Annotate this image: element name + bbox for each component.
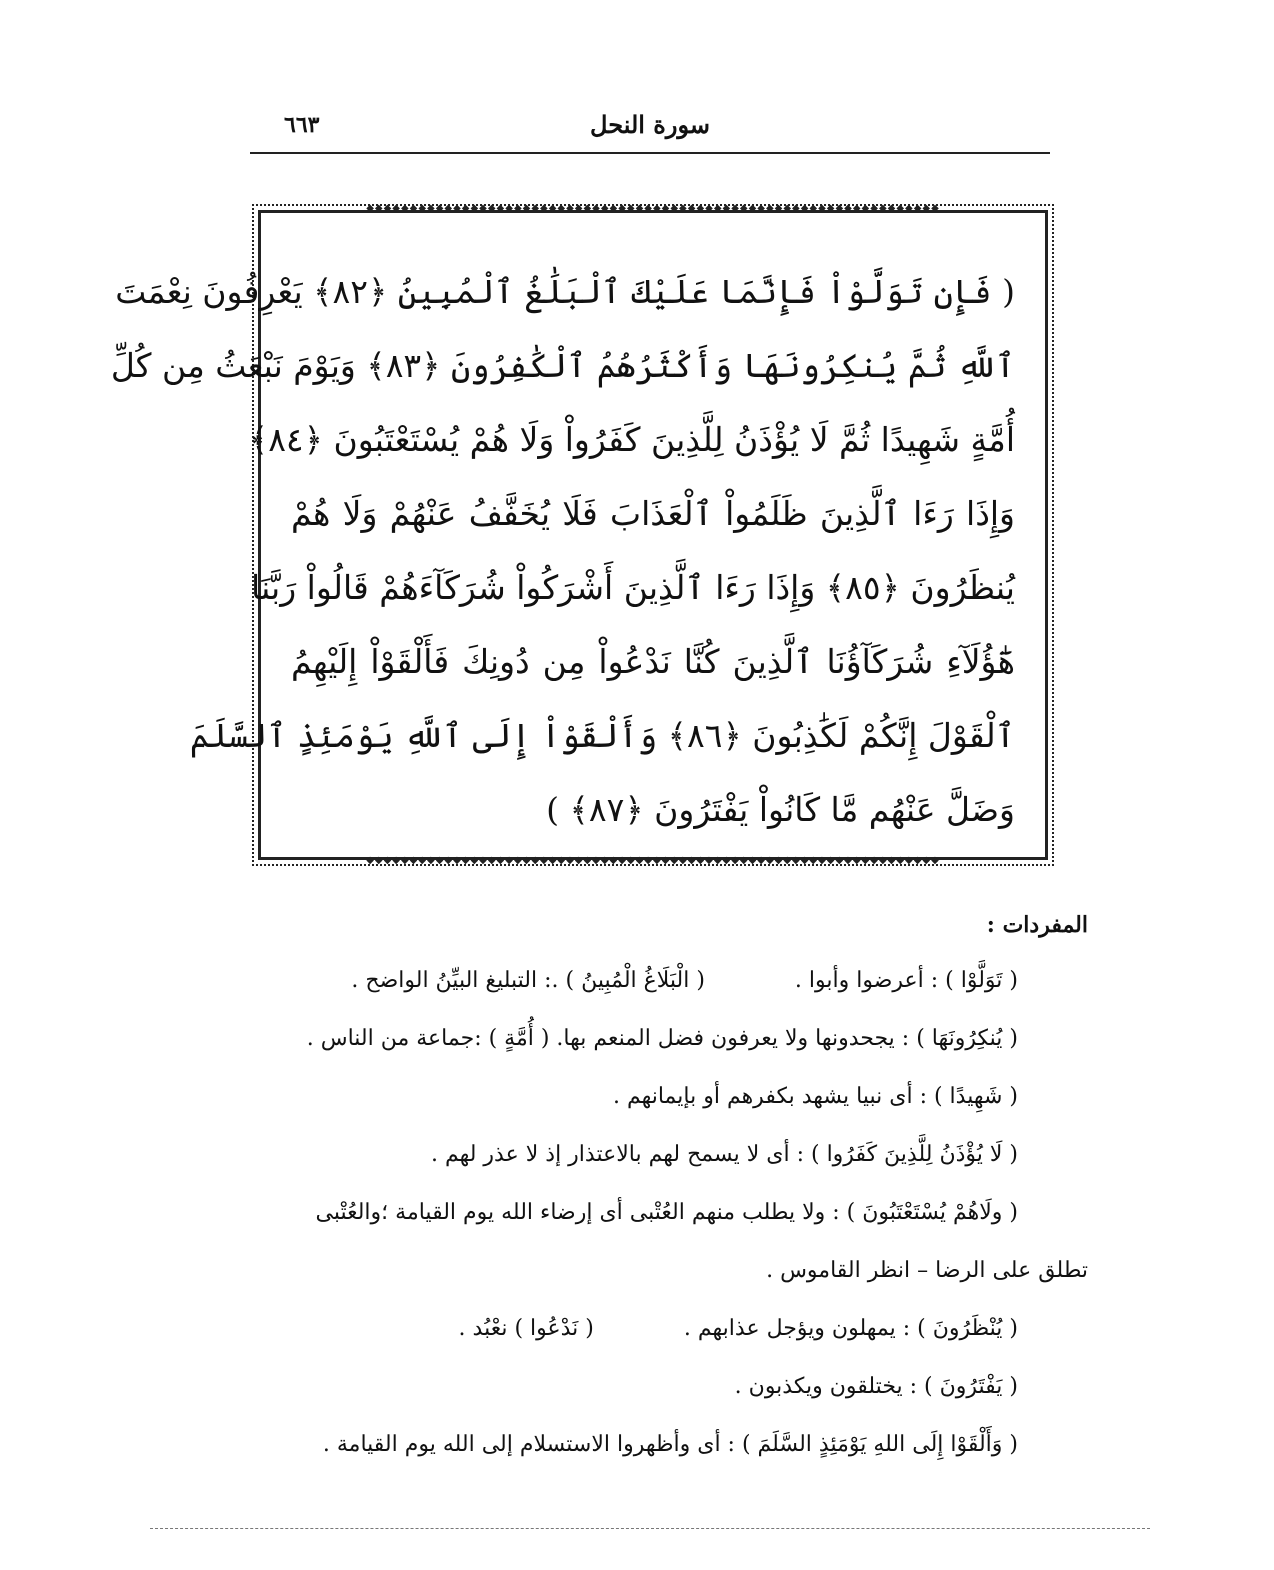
verse-line: يُنظَرُونَ ﴿٨٥﴾ وَإِذَا رَءَا ٱلَّذِينَ أَشْرَكُواْ شُرَكَآءَهُمْ قَالُواْ رَبَّنَا (251, 568, 1015, 607)
glossary-entry-text: ( نَدْعُوا ) نعْبُد . (458, 1316, 594, 1341)
surah-title: سورة النحل (590, 110, 710, 139)
frame-ornament-top: ◆◆◆◆◆◆◆◆◆◆◆◆◆◆◆◆◆◆◆◆◆◆◆◆◆◆◆◆◆◆◆◆◆◆◆◆◆◆◆◆◆◆◆◆◆◆◆◆◆◆◆◆◆◆◆◆◆◆◆◆◆◆◆◆◆◆ (366, 204, 940, 214)
glossary-heading: المفردات : (986, 912, 1088, 938)
frame-ornament-bottom: ◆◆◆◆◆◆◆◆◆◆◆◆◆◆◆◆◆◆◆◆◆◆◆◆◆◆◆◆◆◆◆◆◆◆◆◆◆◆◆◆◆◆◆◆◆◆◆◆◆◆◆◆◆◆◆◆◆◆◆◆◆◆◆◆◆◆ (366, 856, 940, 866)
glossary-entry-text: ( يُنْظَرُونَ ) : يمهلون ويؤجل عذابهم . (683, 1316, 1018, 1341)
glossary (220, 912, 1088, 1474)
page-number: ٦٦٣ (284, 112, 320, 138)
verse-line: وَضَلَّ عَنْهُم مَّا كَانُواْ يَفْتَرُونَ ﴿٨٧﴾ ) (546, 790, 1015, 829)
glossary-entry-text: ( تَوَلَّوْا ) : أعرضوا وأبوا . (794, 968, 1018, 993)
verse-frame (110, 204, 1048, 866)
verse-lines (110, 255, 1015, 847)
glossary-entry: ( شَهِيدًا ) : أى نبيا يشهد بكفرهم أو بإيمانهم . (612, 1084, 1018, 1109)
glossary-entry (220, 1300, 1088, 1358)
glossary-entry: ( وَأَلْقَوْا إِلَى اللهِ يَوْمَئِذٍ السَّلَمَ ) : أى وأظهروا الاستسلام إلى الله يوم القيامة . (322, 1432, 1018, 1457)
verse-line: هَٰٓؤُلَآءِ شُرَكَآؤُنَا ٱلَّذِينَ كُنَّا نَدْعُواْ مِن دُونِكَ فَأَلْقَوْاْ إِلَيْهِمُ (291, 642, 1015, 681)
verse-line: وَإِذَا رَءَا ٱلَّذِينَ ظَلَمُواْ ٱلْعَذَابَ فَلَا يُخَفَّفُ عَنْهُمْ وَلَا هُمْ (291, 494, 1015, 533)
glossary-entry: تطلق على الرضا – انظر القاموس . (766, 1258, 1088, 1283)
verse-line: أُمَّةٍ شَهِيدًا ثُمَّ لَا يُؤْذَنُ لِلَّذِينَ كَفَرُواْ وَلَا هُمْ يُسْتَعْتَبُونَ ﴿٨٤﴾ (248, 420, 1015, 459)
verse-line: ٱللَّهِ ثُمَّ يُنكِرُونَهَا وَأَكْثَرُهُمُ ٱلْكَٰفِرُونَ ﴿٨٣﴾ وَيَوْمَ نَبْعَثُ مِن كُلِّ (110, 346, 1015, 385)
glossary-entry: ( يَفْتَرُونَ ) : يختلقون ويكذبون . (734, 1374, 1018, 1399)
glossary-entry: ( لَا يُؤْذَنُ لِلَّذِينَ كَفَرُوا ) : أى لا يسمح لهم بالاعتذار إذ لا عذر لهم . (430, 1142, 1018, 1167)
glossary-entry: ( يُنكِرُونَهَا ) : يجحدونها ولا يعرفون فضل المنعم بها. ( أُمَّةٍ ) :جماعة من الناس . (306, 1026, 1018, 1051)
glossary-entry (220, 952, 1088, 1010)
verse-line: ٱلْقَوْلَ إِنَّكُمْ لَكَٰذِبُونَ ﴿٨٦﴾ وَأَلْقَوْاْ إِلَى ٱللَّهِ يَوْمَئِذٍ ٱلسَّلَمَ (189, 716, 1015, 755)
verse-line: ( فَإِن تَوَلَّوْاْ فَإِنَّمَا عَلَيْكَ ٱلْبَلَٰغُ ٱلْمُبِينُ ﴿٨٢﴾ يَعْرِفُونَ نِعْمَتَ (115, 272, 1015, 311)
glossary-entry: ( ولَاهُمْ يُسْتَعْتَبُونَ ) : ولا يطلب منهم العُتْبى أى إرضاء الله يوم القيامة ؛والعُتْبى (315, 1200, 1018, 1225)
page-header (250, 108, 1050, 154)
glossary-entry-text: ( الْبَلَاغُ الْمُبِينُ ) .: التبليغ البيِّنُ الواضح . (351, 968, 705, 993)
bottom-rule (150, 1528, 1150, 1529)
